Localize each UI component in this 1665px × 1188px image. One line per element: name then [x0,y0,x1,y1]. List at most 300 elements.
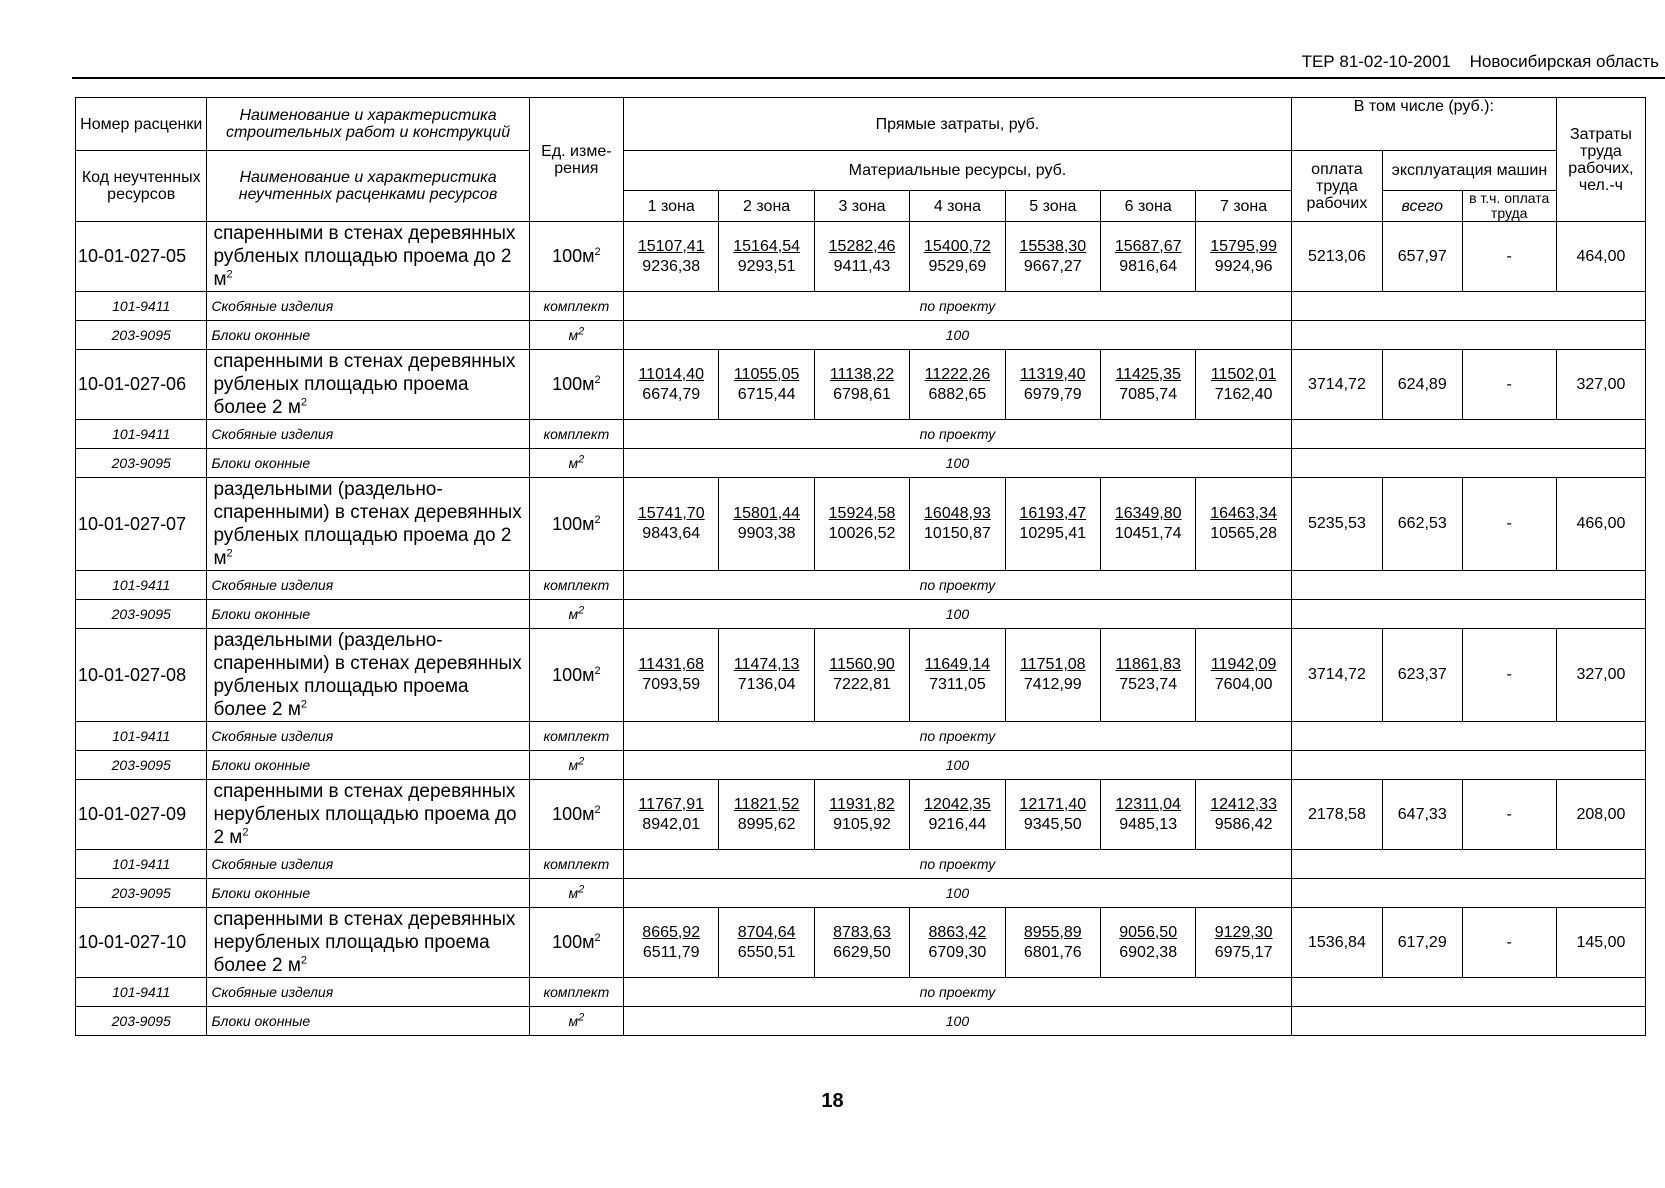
zone-direct-cost: 15400,72 [924,237,991,255]
resource-unit [529,600,623,629]
resource-unit [529,978,623,1007]
resource-unit [529,449,623,478]
empty-cell [1291,292,1645,321]
zone-material-cost: 9105,92 [833,815,891,833]
rate-unit [529,629,623,722]
zone-direct-cost: 11767,91 [638,795,704,813]
zone-direct-cost: 11474,13 [733,656,800,673]
labor-value: 464,00 [1556,222,1645,292]
rate-unit-text: 100м [552,513,595,534]
zone-cost-cell [1005,478,1100,571]
zone-cost-cell [1005,350,1100,420]
table-body [76,222,1646,1036]
resource-name: Блоки оконные [207,879,529,908]
resource-code: 203-9095 [76,879,207,908]
zone-material-cost: 7523,74 [1119,676,1178,693]
superscript: 2 [578,604,585,617]
resource-unit [529,321,623,350]
zone-material-cost: 8995,62 [737,815,796,833]
zone-direct-cost: 15107,41 [637,237,705,255]
zone-direct-cost: 15795,99 [1210,237,1277,255]
rate-code: 10-01-027-05 [76,222,207,292]
header-including: В том числе (руб.): [1291,98,1556,151]
zone-cost-cell [719,222,814,292]
resource-value: по проекту [624,292,1292,321]
rate-row [76,222,1646,292]
zone-material-cost: 6709,30 [928,943,987,961]
zone-direct-cost: 11431,68 [638,656,704,673]
resource-unit [529,879,623,908]
resource-unit [529,751,623,780]
resource-name: Скобяные изделия [207,978,529,1007]
machines-value: 624,89 [1383,350,1463,420]
zone-direct-cost: 8783,63 [833,923,891,941]
rate-unit-text: 100м [552,664,595,685]
superscript: 2 [578,1011,585,1024]
empty-cell [1291,600,1645,629]
header-machines-wages: в т.ч. оплата труда [1462,191,1556,222]
zone-material-cost: 6902,38 [1119,943,1178,961]
header-machines-total: всего [1383,191,1463,222]
rate-code: 10-01-027-09 [76,780,207,850]
zone-cost-cell [814,478,909,571]
zone-cost-cell [814,629,909,722]
zone-direct-cost: 15801,44 [733,505,800,522]
zone-direct-cost: 8704,64 [737,923,796,941]
superscript: 2 [578,325,585,338]
superscript: 2 [578,755,585,768]
zone-material-cost: 7311,05 [929,676,986,693]
zone-material-cost: 6715,44 [737,385,796,403]
zone-direct-cost: 11942,09 [1210,656,1277,673]
resource-code: 101-9411 [76,420,207,449]
zone-cost-cell [910,629,1005,722]
labor-value: 327,00 [1556,350,1645,420]
resource-value: 100 [624,449,1292,478]
header-zone-4: 4 зона [910,191,1005,222]
labor-value: 208,00 [1556,780,1645,850]
header-rule [72,77,1665,79]
zone-cost-cell [1100,478,1195,571]
zone-material-cost: 10295,41 [1019,525,1087,542]
zone-direct-cost: 16463,34 [1210,505,1277,522]
resource-unit-text: комплект [543,577,610,593]
superscript: 2 [594,804,601,816]
zone-cost-cell [1100,908,1195,978]
resource-unit-text: м [568,455,579,471]
zone-direct-cost: 11931,82 [829,795,895,813]
zone-material-cost: 7136,04 [737,676,796,693]
rate-row [76,629,1646,722]
zone-direct-cost: 11560,90 [829,656,895,673]
zone-direct-cost: 15687,67 [1114,237,1182,255]
resource-code: 203-9095 [76,449,207,478]
resource-unit [529,571,623,600]
resource-code: 101-9411 [76,292,207,321]
zone-material-cost: 6511,79 [642,943,700,961]
header-zone-3: 3 зона [814,191,909,222]
header-rate-name: Наименование и характеристика строительных работ и конструкций [207,98,529,151]
rate-code: 10-01-027-07 [76,478,207,571]
zone-cost-cell [910,780,1005,850]
zone-material-cost: 8942,01 [642,815,701,833]
resource-row [76,978,1646,1007]
resource-code: 203-9095 [76,1007,207,1036]
resource-name: Скобяные изделия [207,420,529,449]
zone-cost-cell [1196,780,1291,850]
rate-code: 10-01-027-10 [76,908,207,978]
zone-material-cost: 7093,59 [642,676,701,693]
resource-unit-text: комплект [543,298,610,314]
header-unit: Ед. изме-рения [529,98,623,222]
rate-unit [529,780,623,850]
rate-row [76,350,1646,420]
zone-direct-cost: 11222,26 [924,365,991,383]
zone-cost-cell [1100,780,1195,850]
header-wages: оплата труда рабочих [1291,151,1382,222]
zone-material-cost: 9293,51 [737,257,796,275]
resource-unit-text: м [568,885,579,901]
labor-value: 466,00 [1556,478,1645,571]
resource-unit [529,850,623,879]
empty-cell [1291,722,1645,751]
rate-name: спаренными в стенах деревянных рубленых площадью проема более 2 $м^2$ [207,350,529,420]
rate-row [76,478,1646,571]
zone-direct-cost: 15741,70 [637,505,705,522]
resource-unit [529,1007,623,1036]
zone-direct-cost: 9129,30 [1214,923,1273,941]
zone-cost-cell [624,780,719,850]
zone-cost-cell [910,478,1005,571]
resource-value: по проекту [624,978,1292,1007]
zone-cost-cell [1005,629,1100,722]
rate-row [76,780,1646,850]
resource-value: 100 [624,751,1292,780]
zone-material-cost: 7412,99 [1023,676,1082,693]
resource-name: Скобяные изделия [207,850,529,879]
labor-value: 145,00 [1556,908,1645,978]
rate-name: раздельными (раздельно-спаренными) в стенах деревянных рубленых площадью проема более 2 $м^2$ [207,629,529,722]
machines-value: 617,29 [1383,908,1463,978]
zone-material-cost: 6975,17 [1214,943,1273,961]
zone-material-cost: 6550,51 [737,943,796,961]
rate-name: раздельными (раздельно-спаренными) в стенах деревянных рубленых площадью проема до 2 $м^2$ [207,478,529,571]
zone-cost-cell [1100,222,1195,292]
zone-direct-cost: 11014,40 [638,365,704,383]
region-name: Новосибирская область [1469,52,1659,71]
table-head [76,98,1646,222]
empty-cell [1291,879,1645,908]
resource-row [76,321,1646,350]
zone-material-cost: 9485,13 [1119,815,1178,833]
zone-direct-cost: 11138,22 [829,365,895,383]
resource-name: Скобяные изделия [207,571,529,600]
superscript: 2 [594,246,601,258]
zone-material-cost: 7604,00 [1214,676,1273,693]
rate-unit-text: 100м [552,932,595,952]
zone-material-cost: 9216,44 [928,815,987,833]
zone-material-cost: 9924,96 [1214,257,1273,275]
wages-value: 3714,72 [1291,629,1382,722]
zone-cost-cell [1196,908,1291,978]
resource-unit-text: м [568,327,579,343]
resource-name: Блоки оконные [207,600,529,629]
zone-direct-cost: 12412,33 [1210,795,1277,813]
zone-cost-cell [719,908,814,978]
zone-material-cost: 10451,74 [1114,525,1182,542]
empty-cell [1291,978,1645,1007]
zone-material-cost: 7085,74 [1119,385,1178,403]
resource-unit [529,292,623,321]
header-zone-2: 2 зона [719,191,814,222]
zone-material-cost: 9529,69 [928,257,987,275]
resource-row [76,751,1646,780]
resource-value: 100 [624,1007,1292,1036]
zone-material-cost: 9411,43 [833,257,891,275]
superscript: 2 [226,268,233,281]
resource-code: 203-9095 [76,321,207,350]
zone-cost-cell [719,478,814,571]
resource-unit [529,420,623,449]
resource-code: 101-9411 [76,978,207,1007]
empty-cell [1291,449,1645,478]
zone-direct-cost: 16193,47 [1019,505,1087,522]
rate-unit-text: 100м [552,374,595,394]
zone-material-cost: 6979,79 [1023,385,1082,403]
zone-direct-cost: 15538,30 [1019,237,1087,255]
machines-wages-value: - [1462,780,1556,850]
zone-cost-cell [624,629,719,722]
resource-row [76,1007,1646,1036]
page-number: 18 [821,1090,844,1112]
zone-cost-cell [719,629,814,722]
resource-code: 101-9411 [76,722,207,751]
zone-cost-cell [1100,350,1195,420]
rate-unit [529,222,623,292]
zone-material-cost: 6629,50 [833,943,891,961]
zone-cost-cell [719,350,814,420]
rate-unit [529,908,623,978]
header-direct-costs: Прямые затраты, руб. [624,98,1292,151]
empty-cell [1291,850,1645,879]
resource-name: Блоки оконные [207,1007,529,1036]
zone-material-cost: 6801,76 [1023,943,1082,961]
resource-unit [529,722,623,751]
header-zone-7: 7 зона [1196,191,1291,222]
document-code: ТЕР 81-02-10-2001 [1301,52,1451,71]
rate-code: 10-01-027-06 [76,350,207,420]
machines-wages-value: - [1462,350,1556,420]
rates-table [75,97,1646,1036]
resource-value: по проекту [624,571,1292,600]
resource-row [76,571,1646,600]
zone-cost-cell [1100,629,1195,722]
empty-cell [1291,321,1645,350]
zone-material-cost: 7222,81 [833,676,891,693]
resource-row [76,722,1646,751]
resource-name: Скобяные изделия [207,292,529,321]
zone-cost-cell [814,780,909,850]
superscript: 2 [578,883,585,896]
zone-material-cost: 10150,87 [924,525,991,542]
resource-code: 101-9411 [76,850,207,879]
zone-cost-cell [910,222,1005,292]
resource-name: Скобяные изделия [207,722,529,751]
superscript: 2 [594,932,601,944]
resource-unit-text: комплект [543,856,610,872]
zone-direct-cost: 12042,35 [924,795,991,813]
rate-code: 10-01-027-08 [76,629,207,722]
zone-direct-cost: 8863,42 [928,923,987,941]
zone-direct-cost: 9056,50 [1119,923,1178,941]
machines-value: 623,37 [1383,629,1463,722]
machines-wages-value: - [1462,222,1556,292]
zone-material-cost: 9586,42 [1214,815,1273,833]
machines-wages-value: - [1462,908,1556,978]
zone-cost-cell [1196,629,1291,722]
superscript: 2 [594,513,601,526]
zone-cost-cell [814,350,909,420]
header-machines: эксплуатация машин [1383,151,1557,191]
zone-cost-cell [1005,780,1100,850]
resource-row [76,850,1646,879]
zone-cost-cell [1005,222,1100,292]
resource-code: 203-9095 [76,600,207,629]
zone-cost-cell [910,350,1005,420]
rate-name: спаренными в стенах деревянных нерубленых площадью проема до 2 $м^2$ [207,780,529,850]
zone-cost-cell [624,908,719,978]
rate-unit [529,350,623,420]
labor-value: 327,00 [1556,629,1645,722]
resource-value: по проекту [624,722,1292,751]
machines-wages-value: - [1462,478,1556,571]
zone-direct-cost: 8955,89 [1023,923,1082,941]
zone-cost-cell [624,478,719,571]
wages-value: 3714,72 [1291,350,1382,420]
superscript: 2 [594,664,601,677]
rate-row [76,908,1646,978]
zone-direct-cost: 8665,92 [642,923,701,941]
superscript: 2 [578,453,585,466]
zone-material-cost: 10565,28 [1210,525,1277,542]
zone-material-cost: 9236,38 [642,257,701,275]
zone-direct-cost: 11751,08 [1020,656,1086,673]
zone-direct-cost: 11821,52 [733,795,800,813]
resource-code: 203-9095 [76,751,207,780]
superscript: 2 [300,954,308,967]
machines-wages-value: - [1462,629,1556,722]
zone-material-cost: 9345,50 [1023,815,1082,833]
zone-direct-cost: 11425,35 [1115,365,1181,383]
resource-value: по проекту [624,850,1292,879]
machines-value: 657,97 [1383,222,1463,292]
empty-cell [1291,751,1645,780]
header-zone-5: 5 зона [1005,191,1100,222]
resource-value: 100 [624,879,1292,908]
machines-value: 662,53 [1383,478,1463,571]
resource-unit-text: комплект [543,426,610,442]
resource-name: Блоки оконные [207,751,529,780]
zone-cost-cell [814,222,909,292]
resource-unit-text: комплект [543,984,610,1000]
zone-direct-cost: 16048,93 [924,505,991,522]
resource-unit-text: м [568,757,579,773]
zone-material-cost: 9816,64 [1119,257,1178,275]
zone-direct-cost: 11861,83 [1115,656,1181,673]
wages-value: 1536,84 [1291,908,1382,978]
resource-code: 101-9411 [76,571,207,600]
resource-value: 100 [624,600,1292,629]
resource-unit-text: м [568,606,579,622]
header-material: Материальные ресурсы, руб. [624,151,1292,191]
zone-cost-cell [1196,350,1291,420]
header-zone-1: 1 зона [624,191,719,222]
resource-value: по проекту [624,420,1292,449]
wages-value: 5235,53 [1291,478,1382,571]
zone-material-cost: 6882,65 [928,385,987,403]
header-labor: Затраты труда рабочих, чел.-ч [1556,98,1645,222]
header-resource-code: Код неучтенных ресурсов [76,151,207,222]
resource-row [76,879,1646,908]
zone-cost-cell [1005,908,1100,978]
zone-cost-cell [719,780,814,850]
zone-direct-cost: 12171,40 [1019,795,1087,813]
rate-unit-text: 100м [552,246,595,266]
running-header [1288,52,1659,72]
zone-material-cost: 10026,52 [828,525,896,542]
zone-direct-cost: 15164,54 [733,237,800,255]
superscript: 2 [594,374,601,386]
zone-cost-cell [910,908,1005,978]
zone-direct-cost: 15282,46 [828,237,896,255]
rate-unit [529,478,623,571]
zone-cost-cell [624,350,719,420]
resource-row [76,600,1646,629]
zone-direct-cost: 11055,05 [733,365,800,383]
zone-direct-cost: 12311,04 [1115,795,1181,813]
superscript: 2 [242,826,249,839]
wages-value: 5213,06 [1291,222,1382,292]
rate-unit-text: 100м [552,804,595,824]
zone-material-cost: 9667,27 [1023,257,1082,275]
machines-value: 647,33 [1383,780,1463,850]
header-zone-6: 6 зона [1100,191,1195,222]
zone-material-cost: 6674,79 [642,385,701,403]
empty-cell [1291,1007,1645,1036]
zone-cost-cell [814,908,909,978]
zone-material-cost: 6798,61 [833,385,891,403]
resource-unit-text: комплект [543,728,610,744]
rate-name: спаренными в стенах деревянных рубленых площадью проема до 2 $м^2$ [207,222,529,292]
wages-value: 2178,58 [1291,780,1382,850]
zone-material-cost: 7162,40 [1214,385,1273,403]
superscript: 2 [300,698,308,711]
empty-cell [1291,571,1645,600]
superscript: 2 [226,547,233,560]
resource-row [76,420,1646,449]
zone-direct-cost: 16349,80 [1114,505,1182,522]
header-resource-name: Наименование и характеристика неучтенных расценками ресурсов [207,151,529,222]
zone-direct-cost: 11319,40 [1020,365,1086,383]
resource-unit-text: м [568,1013,579,1029]
zone-direct-cost: 15924,58 [828,505,896,522]
header-rate-number: Номер расценки [76,98,207,151]
empty-cell [1291,420,1645,449]
zone-material-cost: 9903,38 [737,525,796,542]
resource-row [76,449,1646,478]
zone-direct-cost: 11649,14 [924,656,991,673]
zone-material-cost: 9843,64 [642,525,701,542]
